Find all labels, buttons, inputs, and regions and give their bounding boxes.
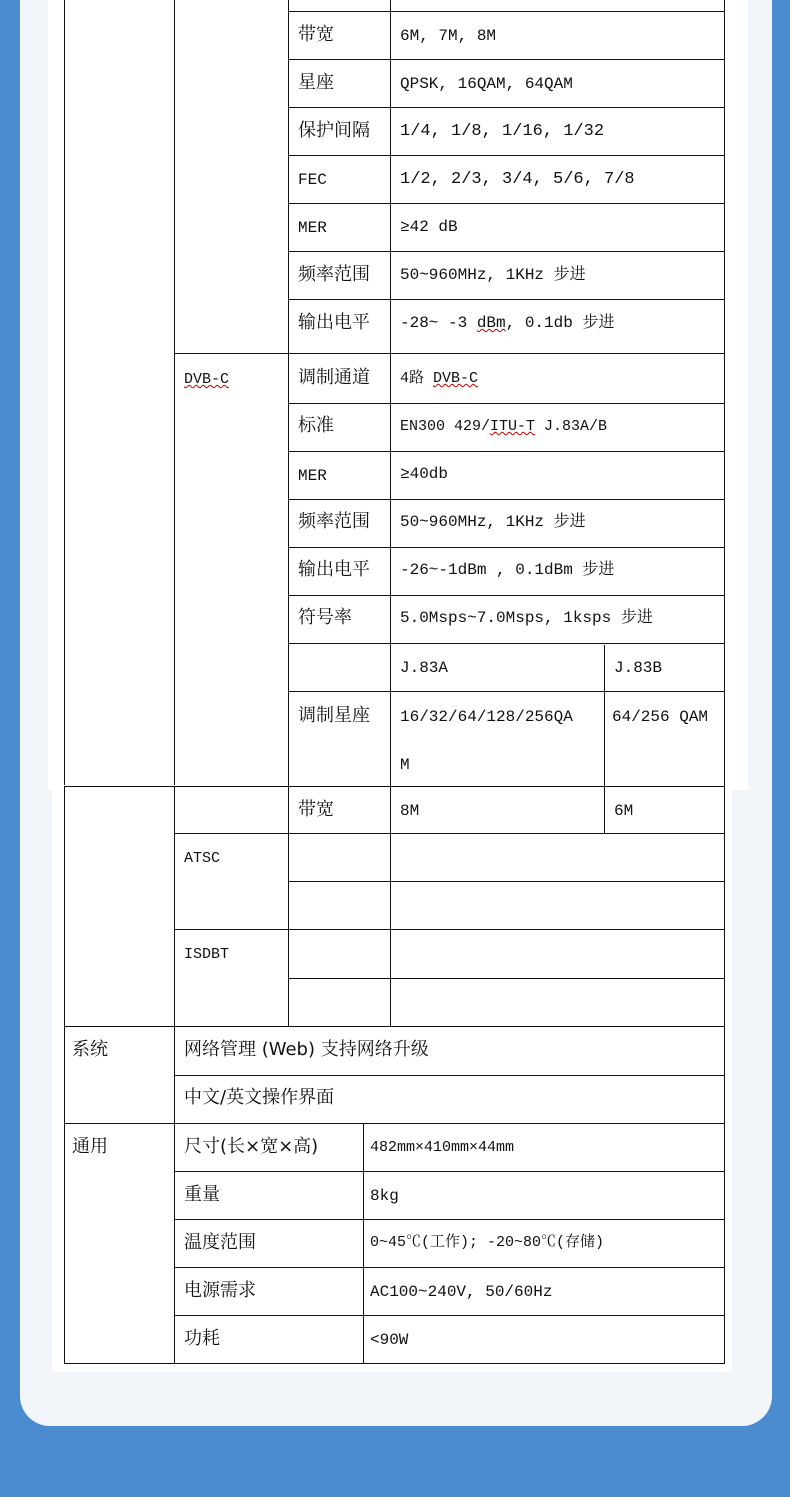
param-output-level-c: 输出电平: [298, 559, 370, 580]
header-j83b: J.83B: [614, 659, 663, 677]
param-mer-c: MER: [298, 467, 327, 485]
value-frequency-range: 50~960MHz, 1KHz 步进: [400, 266, 586, 284]
value-output-level-c: -26~-1dBm , 0.1dBm 步进: [400, 561, 615, 579]
param-frequency-range-c: 频率范围: [298, 511, 370, 532]
value-bandwidth: 6M, 7M, 8M: [400, 27, 497, 45]
standard-atsc-label: ATSC: [184, 850, 221, 867]
header-j83a: J.83A: [400, 659, 449, 677]
value-power-requirement: AC100~240V, 50/60Hz: [370, 1283, 553, 1301]
param-power-consumption: 功耗: [184, 1328, 220, 1349]
param-bandwidth: 带宽: [298, 24, 334, 45]
value-frequency-range-c: 50~960MHz, 1KHz 步进: [400, 513, 586, 531]
value-power-consumption: <90W: [370, 1331, 409, 1349]
value-output-level: -28~ -3 dBm, 0.1db 步进: [400, 314, 615, 332]
param-power-requirement: 电源需求: [184, 1280, 256, 1301]
system-network-management: 网络管理 (Web) 支持网络升级: [184, 1039, 429, 1060]
value-constellation: QPSK, 16QAM, 64QAM: [400, 75, 573, 93]
value-weight: 8kg: [370, 1187, 399, 1205]
param-fec: FEC: [298, 171, 327, 189]
value-mer-c: ≥40db: [400, 465, 449, 483]
param-guard-interval: 保护间隔: [298, 120, 370, 141]
param-dimensions: 尺寸(长×宽×高): [184, 1136, 319, 1157]
section-system-label: 系统: [72, 1039, 108, 1060]
param-standard: 标准: [298, 415, 334, 436]
section-general-label: 通用: [72, 1136, 108, 1157]
param-bandwidth-c: 带宽: [298, 799, 334, 820]
system-language-ui: 中文/英文操作界面: [184, 1087, 335, 1108]
param-frequency-range: 频率范围: [298, 264, 370, 285]
value-mer: ≥42 dB: [400, 218, 458, 236]
param-modulation-channels: 调制通道: [298, 367, 370, 388]
value-modulation-channels: 4路 DVB-C: [400, 370, 479, 387]
value-bandwidth-a: 8M: [400, 802, 420, 820]
value-constellation-a-line2: M: [400, 756, 410, 774]
param-symbol-rate: 符号率: [298, 607, 352, 628]
value-temperature-range: 0~45℃(工作); -20~80℃(存储): [370, 1234, 605, 1251]
param-mer: MER: [298, 219, 327, 237]
param-weight: 重量: [184, 1184, 220, 1205]
standard-dvbc-label: DVB-C: [184, 371, 230, 388]
param-output-level: 输出电平: [298, 312, 370, 333]
value-constellation-b: 64/256 QAM: [612, 708, 709, 726]
param-constellation: 星座: [298, 72, 334, 93]
standard-isdbt-label: ISDBT: [184, 946, 230, 963]
value-dimensions: 482mm×410mm×44mm: [370, 1139, 515, 1156]
value-bandwidth-b: 6M: [614, 802, 634, 820]
param-temperature-range: 温度范围: [184, 1232, 256, 1253]
param-modulation-constellation: 调制星座: [298, 705, 370, 726]
value-constellation-a-line1: 16/32/64/128/256QA: [400, 708, 573, 726]
value-fec: 1/2, 2/3, 3/4, 5/6, 7/8: [400, 170, 635, 189]
value-standard: EN300 429/ITU-T J.83A/B: [400, 418, 608, 435]
value-guard-interval: 1/4, 1/8, 1/16, 1/32: [400, 122, 605, 141]
value-symbol-rate: 5.0Msps~7.0Msps, 1ksps 步进: [400, 609, 653, 627]
